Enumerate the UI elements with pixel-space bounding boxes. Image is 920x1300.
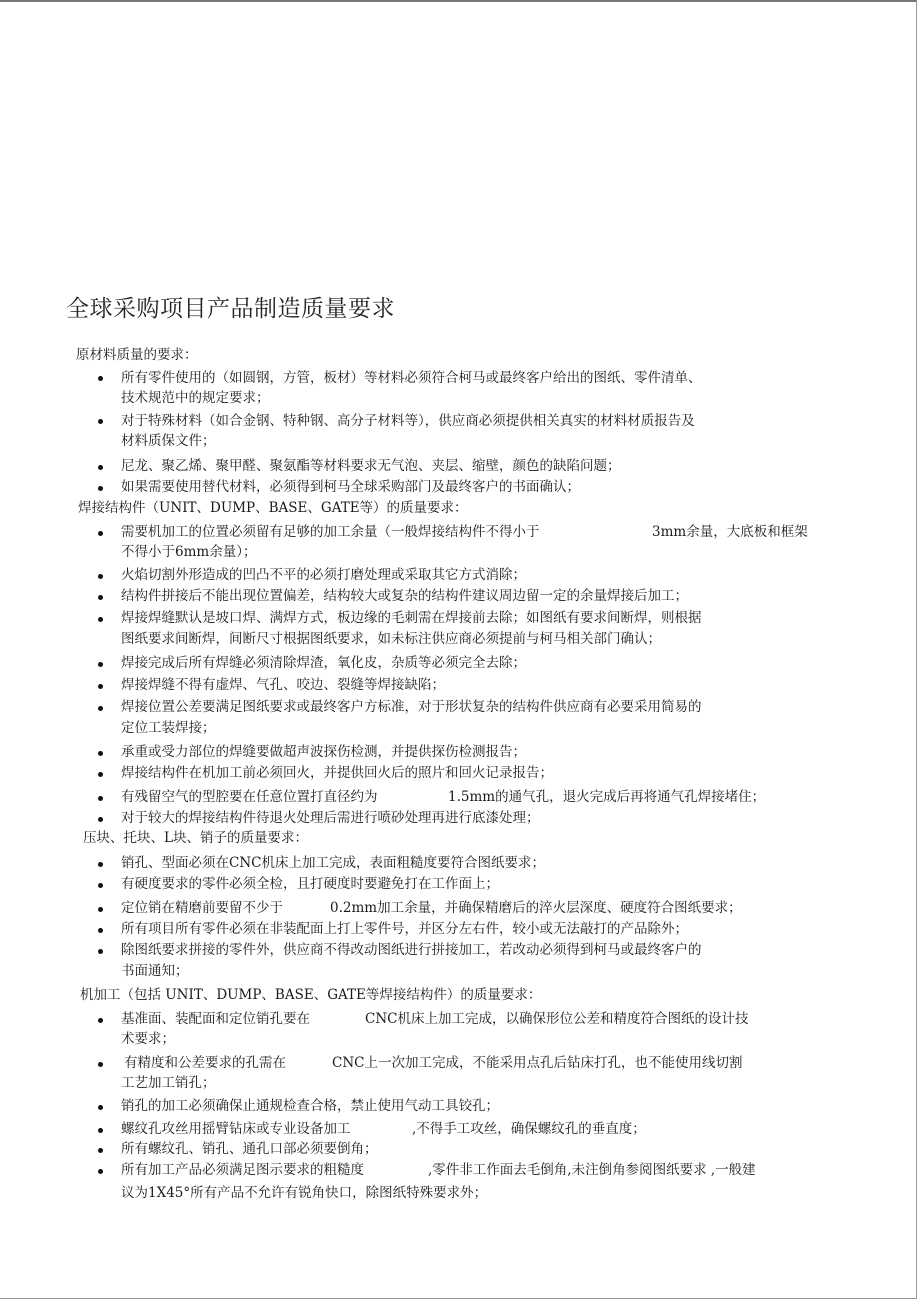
list-item: 定位销在精磨前要留不少于 [121, 900, 283, 916]
list-item-tail: ,零件非工作面去毛倒角,未注倒角参阅图纸要求 ,一般建 [428, 1162, 756, 1178]
section-heading-raw-material: 原材料质量的要求： [76, 347, 198, 363]
list-item: 所有加工产品必须满足图示要求的粗糙度 [121, 1162, 364, 1178]
bullet-icon [98, 1169, 103, 1174]
list-item: 基准面、装配面和定位销孔要在 [121, 1011, 310, 1027]
list-item: 有硬度要求的零件必须全检，且打硬度时要避免打在工作面上； [121, 876, 499, 892]
list-item: 所有零件使用的（如圆钢，方管，板材）等材料必须符合柯马或最终客户给出的图纸、零件清单、 [121, 370, 702, 386]
list-item: 需要机加工的位置必须留有足够的加工余量（一般焊接结构件不得小于 [121, 524, 540, 540]
bullet-icon [98, 574, 103, 579]
bullet-icon [98, 1018, 103, 1023]
list-item: 焊接焊缝不得有虚焊、气孔、咬边、裂缝等焊接缺陷； [121, 677, 445, 693]
list-item: 螺纹孔攻丝用摇臂钻床或专业设备加工 [121, 1121, 351, 1137]
bullet-icon [98, 419, 103, 424]
list-item-continuation: 不得小于6mm余量）； [121, 544, 257, 560]
bullet-icon [98, 1062, 103, 1067]
bullet-icon [98, 949, 103, 954]
bullet-icon [98, 662, 103, 667]
list-item: 有残留空气的型腔要在任意位置打直径约为 [121, 789, 378, 805]
list-item-continuation: 工艺加工销孔； [121, 1075, 216, 1091]
bullet-icon [98, 907, 103, 912]
list-item-tail: 0.2mm加工余量，并确保精磨后的淬火层深度、硬度符合图纸要求； [330, 900, 742, 916]
bullet-icon [98, 617, 103, 622]
bullet-icon [98, 772, 103, 777]
list-item-tail: CNC机床上加工完成，以确保形位公差和精度符合图纸的设计技 [365, 1011, 749, 1027]
list-item: 结构件拼接后不能出现位置偏差，结构较大或复杂的结构件建议周边留一定的余量焊接后加工； [121, 588, 688, 604]
list-item: 有精度和公差要求的孔需在 [124, 1055, 286, 1071]
list-item: 焊接完成后所有焊缝必须清除焊渣，氧化皮，杂质等必须完全去除； [121, 655, 526, 671]
section-heading-blocks-pins: 压块、托块、L块、销子的质量要求： [83, 830, 308, 846]
list-item-continuation: 定位工装焊接； [121, 720, 216, 736]
list-item: 除图纸要求拼接的零件外，供应商不得改动图纸进行拼接加工，若改动必须得到柯马或最终客户的 [121, 942, 702, 958]
document-title: 全球采购项目产品制造质量要求 [66, 296, 395, 322]
list-item-continuation: 术要求； [121, 1031, 175, 1047]
list-item: 对于较大的焊接结构件待退火处理后需进行喷砂处理再进行底漆处理； [121, 810, 540, 826]
bullet-icon [98, 1128, 103, 1133]
list-item: 焊接位置公差要满足图纸要求或最终客户方标准，对于形状复杂的结构件供应商有必要采用简易的 [121, 699, 702, 715]
bullet-icon [98, 1148, 103, 1153]
list-item: 销孔的加工必须确保止通规检查合格，禁止使用气动工具铰孔； [121, 1098, 499, 1114]
list-item: 焊接结构件在机加工前必须回火，并提供回火后的照片和回火记录报告； [121, 765, 553, 781]
bullet-icon [98, 862, 103, 867]
list-item-tail: 1.5mm的通气孔，退火完成后再将通气孔焊接堵住； [448, 789, 766, 805]
list-item: 销孔、型面必须在CNC机床上加工完成，表面粗糙度要符合图纸要求； [121, 855, 545, 871]
bullet-icon [98, 817, 103, 822]
list-item: 焊接焊缝默认是坡口焊、满焊方式，板边缘的毛刺需在焊接前去除；如图纸有要求间断焊，则根据 [121, 610, 702, 626]
list-item-tail: ,不得手工攻丝，确保螺纹孔的垂直度； [412, 1121, 646, 1137]
bullet-icon [98, 796, 103, 801]
list-item: 对于特殊材料（如合金钢、特种钢、高分子材料等），供应商必须提供相关真实的材料材质报告及 [121, 413, 695, 429]
list-item: 承重或受力部位的焊缝要做超声波探伤检测，并提供探伤检测报告； [121, 744, 526, 760]
bullet-icon [98, 706, 103, 711]
list-item-continuation: 书面通知； [121, 963, 189, 979]
bullet-icon [98, 465, 103, 470]
list-item: 如果需要使用替代材料，必须得到柯马全球采购部门及最终客户的书面确认； [121, 479, 580, 495]
bullet-icon [98, 595, 103, 600]
bullet-icon [98, 751, 103, 756]
list-item-continuation: 技术规范中的规定要求； [121, 390, 270, 406]
bullet-icon [98, 928, 103, 933]
list-item-continuation: 议为1X45°所有产品不允许有锐角快口，除图纸特殊要求外； [121, 1185, 488, 1201]
list-item-continuation: 材料质保文件； [121, 433, 216, 449]
bullet-icon [98, 531, 103, 536]
list-item: 尼龙、聚乙烯、聚甲醛、聚氨酯等材料要求无气泡、夹层、缩壁，颜色的缺陷问题； [121, 458, 621, 474]
bullet-icon [98, 486, 103, 491]
section-heading-machining: 机加工（包括 UNIT、DUMP、BASE、GATE等焊接结构件）的质量要求： [80, 987, 542, 1003]
list-item-continuation: 图纸要求间断焊，间断尺寸根据图纸要求，如未标注供应商必须提前与柯马相关部门确认； [121, 631, 661, 647]
bullet-icon [98, 883, 103, 888]
bullet-icon [98, 376, 103, 381]
bullet-icon [98, 684, 103, 689]
list-item: 火焰切割外形造成的凹凸不平的必须打磨处理或采取其它方式消除； [121, 567, 526, 583]
list-item-tail: CNC上一次加工完成，不能采用点孔后钻床打孔，也不能使用线切割 [332, 1055, 743, 1071]
list-item-tail: 3mm余量，大底板和框架 [652, 524, 808, 540]
bullet-icon [98, 1105, 103, 1110]
section-heading-welded-structure: 焊接结构件（UNIT、DUMP、BASE、GATE等）的质量要求： [78, 500, 468, 516]
list-item: 所有螺纹孔、销孔、通孔口部必须要倒角； [121, 1141, 378, 1157]
list-item: 所有项目所有零件必须在非装配面上打上零件号，并区分左右件，较小或无法敲打的产品除外； [121, 921, 688, 937]
